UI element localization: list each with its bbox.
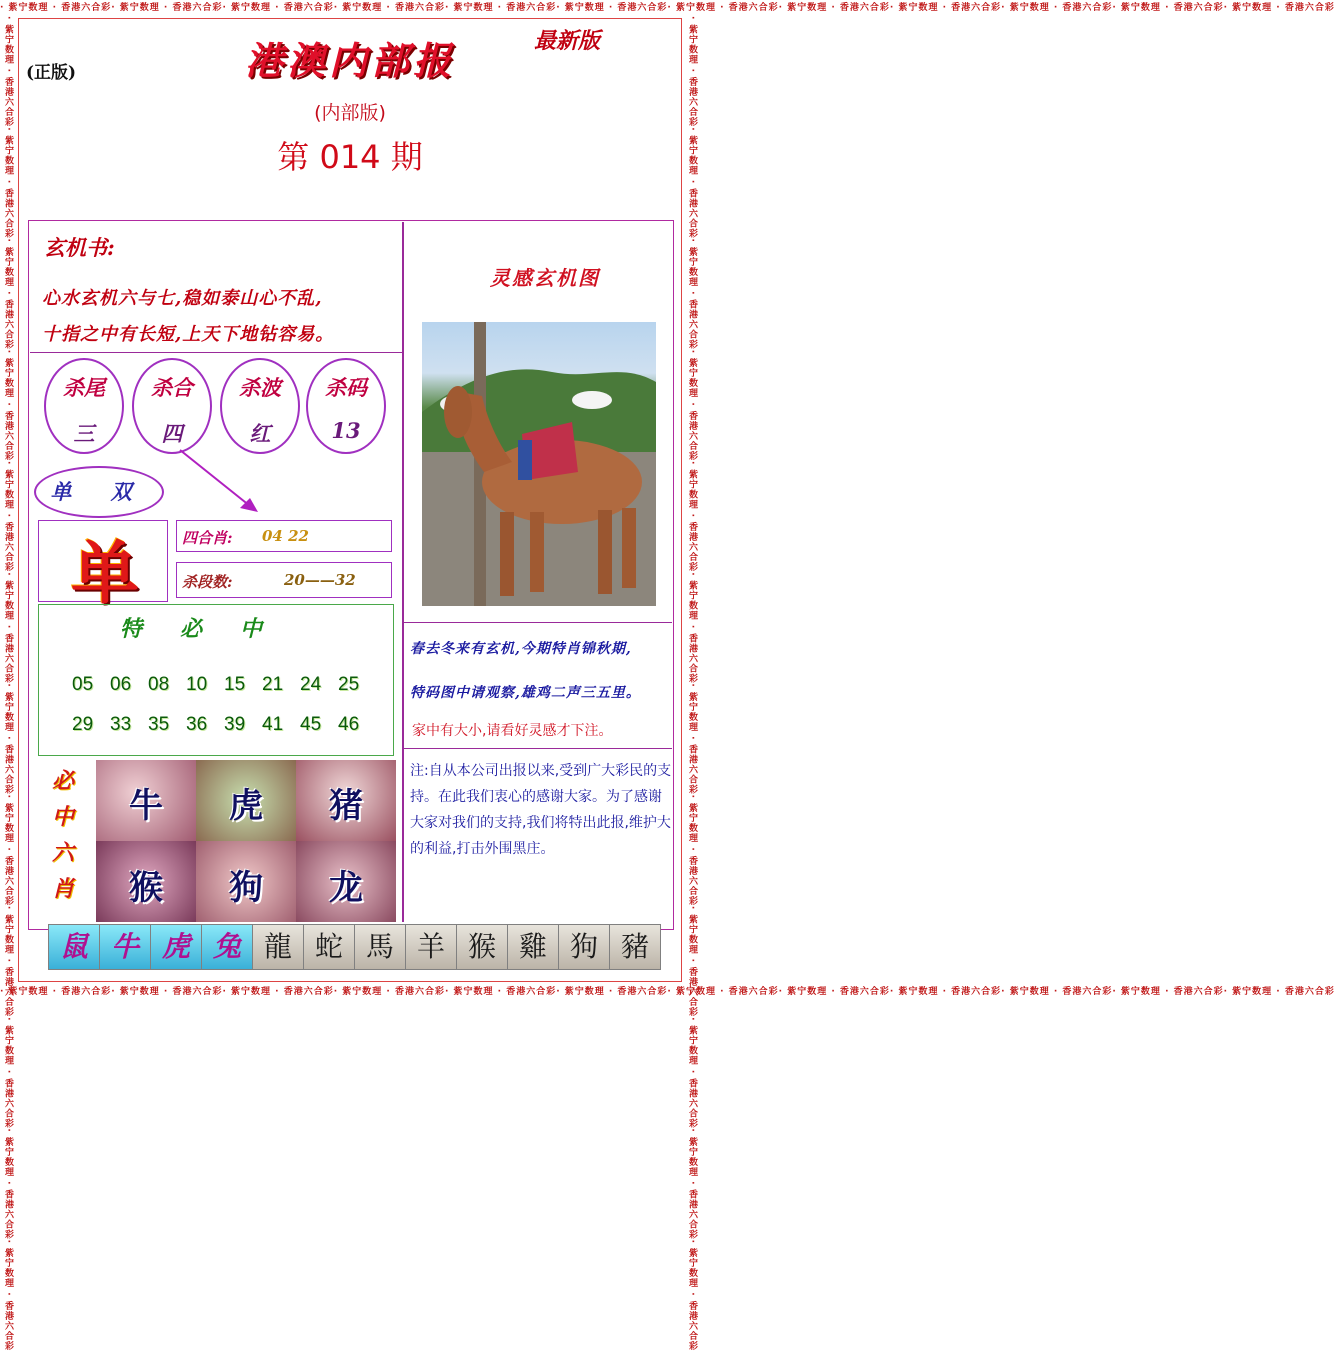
tip-value: 红 [249, 421, 271, 446]
tip-value: 13 [331, 418, 361, 443]
zodiac-bar-item: 雞 [507, 924, 559, 970]
special-number: 24 [300, 674, 322, 695]
tip-kill-wave [220, 358, 300, 454]
special-number: 35 [148, 714, 170, 735]
zodiac-bar-item: 羊 [405, 924, 457, 970]
odd-even-badge: 单 双 [34, 466, 164, 518]
six-zodiac-char: 必 [51, 768, 74, 794]
tip-value: 四 [161, 421, 183, 446]
zodiac-animal: 猴 [129, 868, 163, 908]
special-number: 33 [110, 714, 132, 735]
issue-number: 第 014 期 [277, 138, 423, 176]
special-number: 06 [110, 674, 132, 695]
zodiac-animal: 狗 [229, 868, 263, 908]
tip-kill-tail [44, 358, 124, 454]
zodiac-bar-item: 狗 [558, 924, 610, 970]
tip-label: 杀合 [151, 375, 193, 400]
riddle-line-2: 十指之中有长短,上天下地钻容易。 [42, 324, 335, 345]
six-zodiac-image [96, 760, 396, 922]
six-zodiac-char: 肖 [51, 876, 74, 902]
special-number: 29 [72, 714, 94, 735]
odd-pick-char: 单 [70, 534, 139, 614]
special-number: 46 [338, 714, 360, 735]
zodiac-bar-item: 牛 [99, 924, 151, 970]
zodiac-animal: 牛 [129, 786, 163, 826]
special-number: 15 [224, 674, 246, 695]
edition-right: 最新版 [534, 28, 601, 54]
tip-label: 杀波 [239, 375, 281, 400]
arrow-icon [170, 444, 270, 524]
special-number: 39 [224, 714, 246, 735]
special-number: 08 [148, 674, 170, 695]
riddle-line-1: 心水玄机六与七,稳如泰山心不乱, [42, 288, 323, 309]
edition-left: (正版) [26, 63, 77, 83]
special-number: 21 [262, 674, 284, 695]
zodiac-bar-item: 豬 [609, 924, 661, 970]
riddle-title: 玄机书: [44, 235, 115, 260]
tip-kill-combo [132, 358, 212, 454]
zodiac-bar-item: 猴 [456, 924, 508, 970]
zodiac-bar-item: 馬 [354, 924, 406, 970]
special-title: 特必中 [120, 616, 301, 642]
horse-icon [422, 322, 656, 606]
tip-value: 三 [73, 421, 95, 446]
zodiac-bar-item: 龍 [252, 924, 304, 970]
kill-range-label: 杀段数: [182, 573, 233, 591]
tip-label: 杀码 [325, 375, 367, 400]
zodiac-bar-item: 蛇 [303, 924, 355, 970]
inspiration-poem-1: 春去冬来有玄机,今期特肖锦秋期, [410, 641, 632, 657]
kill-range-value: 20——32 [284, 571, 356, 589]
special-number: 05 [72, 674, 94, 695]
six-zodiac-char: 中 [51, 804, 74, 830]
page-title: 港澳内部报 [244, 38, 455, 83]
special-number: 36 [186, 714, 208, 735]
notice-divider [404, 748, 672, 749]
special-number: 25 [338, 674, 360, 695]
zodiac-bar-item: 虎 [150, 924, 202, 970]
special-number: 41 [262, 714, 284, 735]
zodiac-animal: 虎 [229, 786, 263, 826]
column-divider [402, 222, 404, 922]
photo-divider [404, 622, 672, 623]
special-number: 10 [186, 674, 208, 695]
inspiration-poem-2: 特码图中请观察,雄鸡二声三五里。 [410, 685, 641, 701]
riddle-divider [30, 352, 402, 353]
zodiac-bar-item: 鼠 [48, 924, 100, 970]
inspiration-note: 家中有大小,请看好灵感才下注。 [412, 723, 613, 739]
inspiration-title: 灵感玄机图 [490, 266, 600, 290]
border-bottom-pattern: · 紫宁数理 · 香港六合彩· 紫宁数理 · 香港六合彩· 紫宁数理 · 香港六合彩· 紫宁数理 · 香港六合彩· 紫宁数理 · 香港六合彩· 紫宁数理 · 香港六合彩· 紫宁数理 · 香港六合彩· 紫宁数理 · 香港六合彩· 紫宁数理 · 香港六合彩· 紫宁数理 · 香港六合彩· 紫宁数理 · 香港六合彩· 紫宁数理 · 香港六合彩 [0, 987, 1335, 997]
zodiac-animal: 猪 [329, 786, 363, 826]
horse-photo [422, 322, 656, 606]
border-right-pattern: · 紫宁数理 · 香港六合彩· 紫宁数理 · 香港六合彩· 紫宁数理 · 香港六合彩· 紫宁数理 · 香港六合彩· 紫宁数理 · 香港六合彩· 紫宁数理 · 香港六合彩· 紫宁数理 · 香港六合彩· 紫宁数理 · 香港六合彩· 紫宁数理 · 香港六合彩· 紫宁数理 · 香港六合彩· 紫宁数理 · 香港六合彩· 紫宁数理 · 香港六合彩 [687, 16, 697, 1351]
border-top-pattern: · 紫宁数理 · 香港六合彩· 紫宁数理 · 香港六合彩· 紫宁数理 · 香港六合彩· 紫宁数理 · 香港六合彩· 紫宁数理 · 香港六合彩· 紫宁数理 · 香港六合彩· 紫宁数理 · 香港六合彩· 紫宁数理 · 香港六合彩· 紫宁数理 · 香港六合彩· 紫宁数理 · 香港六合彩· 紫宁数理 · 香港六合彩· 紫宁数理 · 香港六合彩 [0, 3, 1335, 13]
tip-label: 杀尾 [63, 375, 105, 400]
page-subtitle: (内部版) [314, 102, 386, 124]
four-combo-label: 四合肖: [182, 529, 233, 547]
six-zodiac-char: 六 [51, 840, 74, 866]
tip-kill-number [306, 358, 386, 454]
zodiac-animal: 龙 [329, 868, 363, 908]
notice-text: 注:自从本公司出报以来,受到广大彩民的支持。在此我们衷心的感谢大家。为了感谢大家对我们的支持,我们将特出此报,维护大的利益,打击外围黑庄。 [410, 763, 672, 857]
zodiac-bar-item: 兔 [201, 924, 253, 970]
special-number: 45 [300, 714, 322, 735]
four-combo-value: 04 22 [262, 527, 309, 545]
border-left-pattern: · 紫宁数理 · 香港六合彩· 紫宁数理 · 香港六合彩· 紫宁数理 · 香港六合彩· 紫宁数理 · 香港六合彩· 紫宁数理 · 香港六合彩· 紫宁数理 · 香港六合彩· 紫宁数理 · 香港六合彩· 紫宁数理 · 香港六合彩· 紫宁数理 · 香港六合彩· 紫宁数理 · 香港六合彩· 紫宁数理 · 香港六合彩· 紫宁数理 · 香港六合彩 [3, 16, 13, 1351]
